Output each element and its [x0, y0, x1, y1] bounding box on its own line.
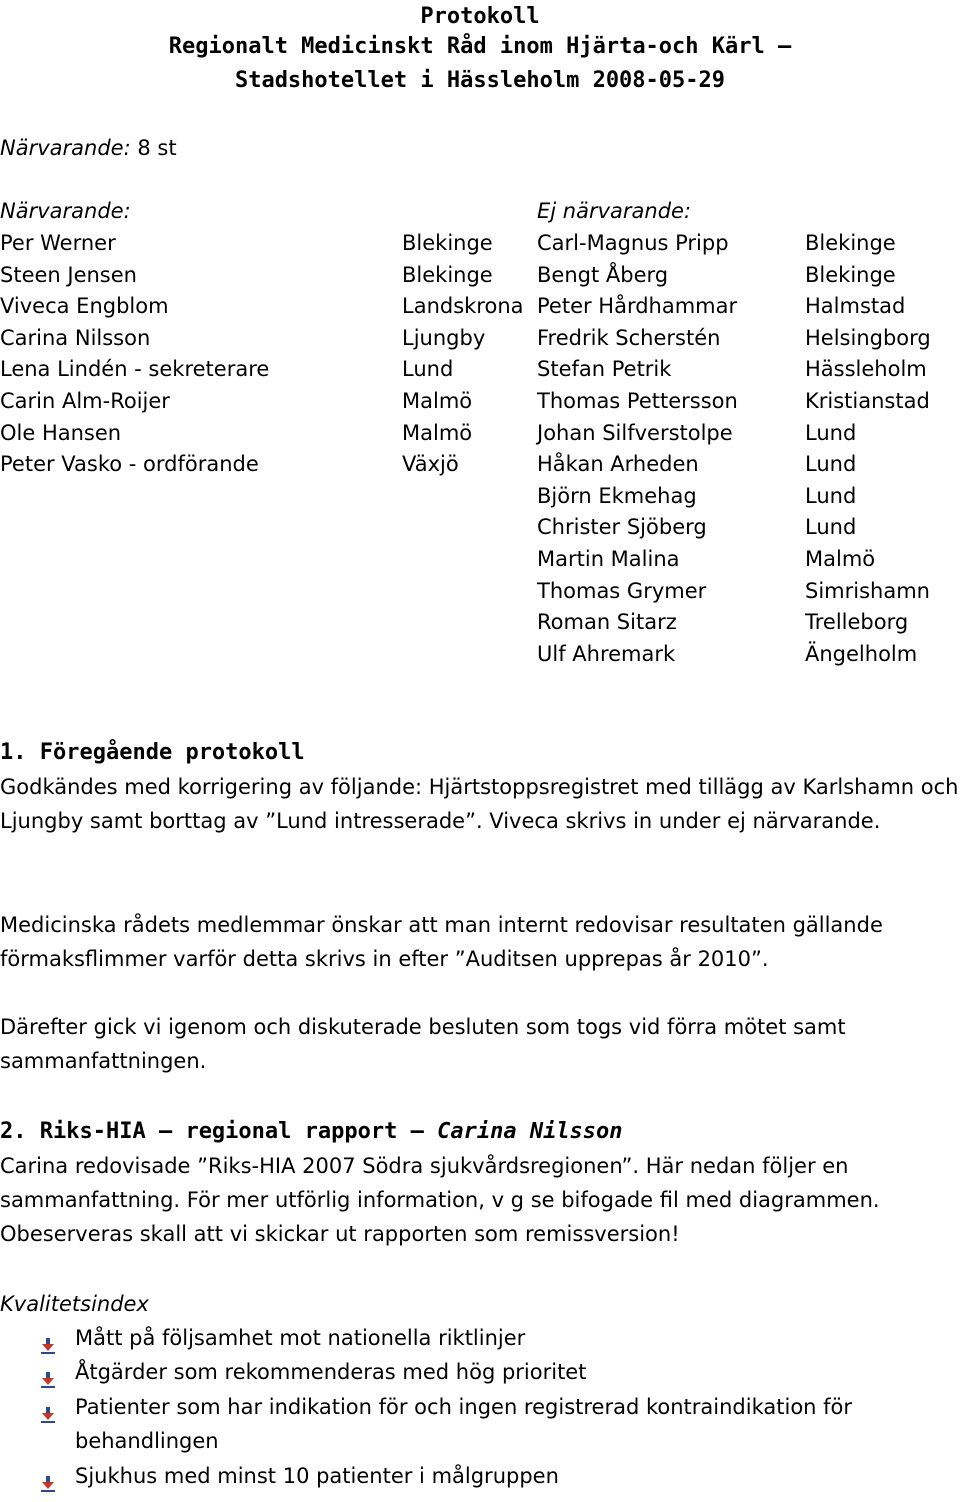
roster-row	[0, 607, 960, 638]
roster-row	[0, 323, 960, 354]
section-1-paragraph-2-block	[0, 908, 960, 976]
roster-row	[0, 228, 960, 259]
absent-member-place: Ängelholm	[805, 641, 918, 666]
attendance-count-label: Närvarande:	[0, 136, 131, 160]
present-member-place: Växjö	[402, 452, 459, 477]
absent-member-place: Simrishamn	[805, 578, 930, 603]
attendance-count	[0, 133, 177, 164]
section-1-paragraph-1: Godkändes med korrigering av följande: Hjärtstoppsregistret med tillägg av Karlshamn och Ljungby samt borttag av ”Lund intresserade”. Viveca skrivs in under ej närvarande.	[0, 775, 959, 833]
quality-list-item-text: Sjukhus med minst 10 patienter i målgruppen	[75, 1464, 559, 1488]
roster-headings	[0, 196, 960, 227]
absent-member-name: Stefan Petrik	[537, 357, 672, 382]
absent-member-name: Christer Sjöberg	[537, 515, 707, 540]
present-member-place: Malmö	[402, 389, 473, 413]
present-member-place: Landskrona	[402, 294, 524, 319]
roster-row	[0, 260, 960, 291]
roster-row	[0, 512, 960, 543]
section-1-paragraph-3-block	[0, 1010, 960, 1078]
absent-member-place: Lund	[805, 483, 857, 508]
section-1-number: 1.	[0, 740, 27, 765]
absent-member-name: Björn Ekmehag	[537, 483, 697, 508]
roster-row	[0, 576, 960, 607]
absent-member-place: Helsingborg	[805, 325, 931, 350]
present-member-name: Carina Nilsson	[0, 325, 151, 350]
absent-member-name: Martin Malina	[537, 547, 680, 571]
section-1	[0, 736, 960, 838]
present-member-name: Peter Vasko - ordförande	[0, 452, 259, 477]
absent-member-name: Håkan Arheden	[537, 452, 699, 477]
arrow-down-bullet-icon	[40, 1364, 56, 1380]
arrow-down-bullet-icon	[40, 1330, 56, 1346]
absent-member-name: Ulf Ahremark	[537, 641, 676, 666]
present-member-place: Blekinge	[402, 231, 493, 255]
absent-member-place: Lund	[805, 515, 857, 540]
roster-row	[0, 291, 960, 322]
roster-row	[0, 639, 960, 670]
roster-row	[0, 481, 960, 512]
absent-member-place: Kristianstad	[805, 389, 930, 413]
present-member-place: Malmö	[402, 420, 473, 445]
quality-heading: Kvalitetsindex	[0, 1292, 149, 1316]
section-1-paragraph-3: Därefter gick vi igenom och diskuterade besluten som togs vid förra mötet samt sammanfattningen.	[0, 1015, 846, 1073]
absent-member-name: Peter Hårdhammar	[537, 294, 738, 319]
attendance-count-value: 8 st	[137, 136, 177, 160]
quality-list-item-text: Åtgärder som rekommenderas med hög prioritet	[75, 1360, 587, 1384]
section-2-paragraph-1: Carina redovisade ”Riks-HIA 2007 Södra sjukvårdsregionen”. Här nedan följer en sammanfattning. För mer utförlig information, v g se bifogade fil med diagrammen. Obeserveras skall att vi skickar ut rapporten som remissversion!	[0, 1154, 880, 1246]
section-2-number: 2.	[0, 1119, 27, 1144]
section-2-title: Riks-HIA – regional rapport –	[39, 1119, 424, 1144]
arrow-down-bullet-icon	[40, 1399, 56, 1415]
absent-member-place: Blekinge	[805, 231, 896, 255]
section-1-paragraph-2: Medicinska rådets medlemmar önskar att man internt redovisar resultaten gällande förmaksflimmer varför detta skrivs in efter ”Auditsen upprepas år 2010”.	[0, 913, 883, 971]
arrow-down-bullet-icon	[40, 1468, 56, 1484]
present-heading: Närvarande:	[0, 199, 131, 223]
absent-member-place: Blekinge	[805, 262, 896, 287]
absent-member-name: Johan Silfverstolpe	[537, 420, 733, 445]
absent-member-name: Fredrik Scherstén	[537, 325, 721, 350]
section-1-title: Föregående protokoll	[39, 740, 305, 765]
absent-member-place: Malmö	[805, 547, 876, 571]
present-member-name: Ole Hansen	[0, 420, 122, 445]
absent-member-name: Thomas Pettersson	[537, 389, 738, 413]
document-location-date: Stadshotellet i Hässleholm 2008-05-29	[234, 68, 726, 93]
present-member-name: Per Werner	[0, 231, 116, 255]
document-title: Protokoll	[420, 4, 540, 29]
quality-list-item-text: Mått på följsamhet mot nationella riktlinjer	[75, 1326, 526, 1350]
absent-member-place: Lund	[805, 452, 857, 477]
document-subtitle: Regionalt Medicinskt Råd inom Hjärta-och Kärl –	[168, 34, 792, 59]
section-1-heading	[0, 736, 960, 770]
section-2-presenter: Carina Nilsson	[437, 1119, 623, 1144]
roster-row	[0, 418, 960, 449]
absent-member-place: Halmstad	[805, 294, 906, 319]
absent-member-place: Hässleholm	[805, 357, 927, 382]
roster-row	[0, 386, 960, 417]
present-member-name: Lena Lindén - sekreterare	[0, 357, 270, 382]
absent-member-name: Roman Sitarz	[537, 610, 677, 635]
roster-row	[0, 544, 960, 575]
absent-member-place: Trelleborg	[805, 610, 909, 635]
absent-member-name: Carl-Magnus Pripp	[537, 231, 729, 255]
present-member-place: Blekinge	[402, 262, 493, 287]
absent-member-name: Bengt Åberg	[537, 262, 669, 287]
roster-row	[0, 449, 960, 480]
section-2	[0, 1115, 960, 1251]
quality-list-item-text: Patienter som har indikation för och ingen registrerad kontraindikation för behandlingen	[75, 1395, 853, 1453]
roster-row	[0, 354, 960, 385]
present-member-place: Lund	[402, 357, 454, 382]
present-member-name: Carin Alm-Roijer	[0, 389, 170, 413]
section-2-heading	[0, 1115, 960, 1149]
absent-heading: Ej närvarande:	[537, 199, 692, 223]
absent-member-place: Lund	[805, 420, 857, 445]
present-member-name: Steen Jensen	[0, 262, 137, 287]
present-member-place: Ljungby	[402, 325, 486, 350]
present-member-name: Viveca Engblom	[0, 294, 169, 319]
absent-member-name: Thomas Grymer	[537, 578, 707, 603]
